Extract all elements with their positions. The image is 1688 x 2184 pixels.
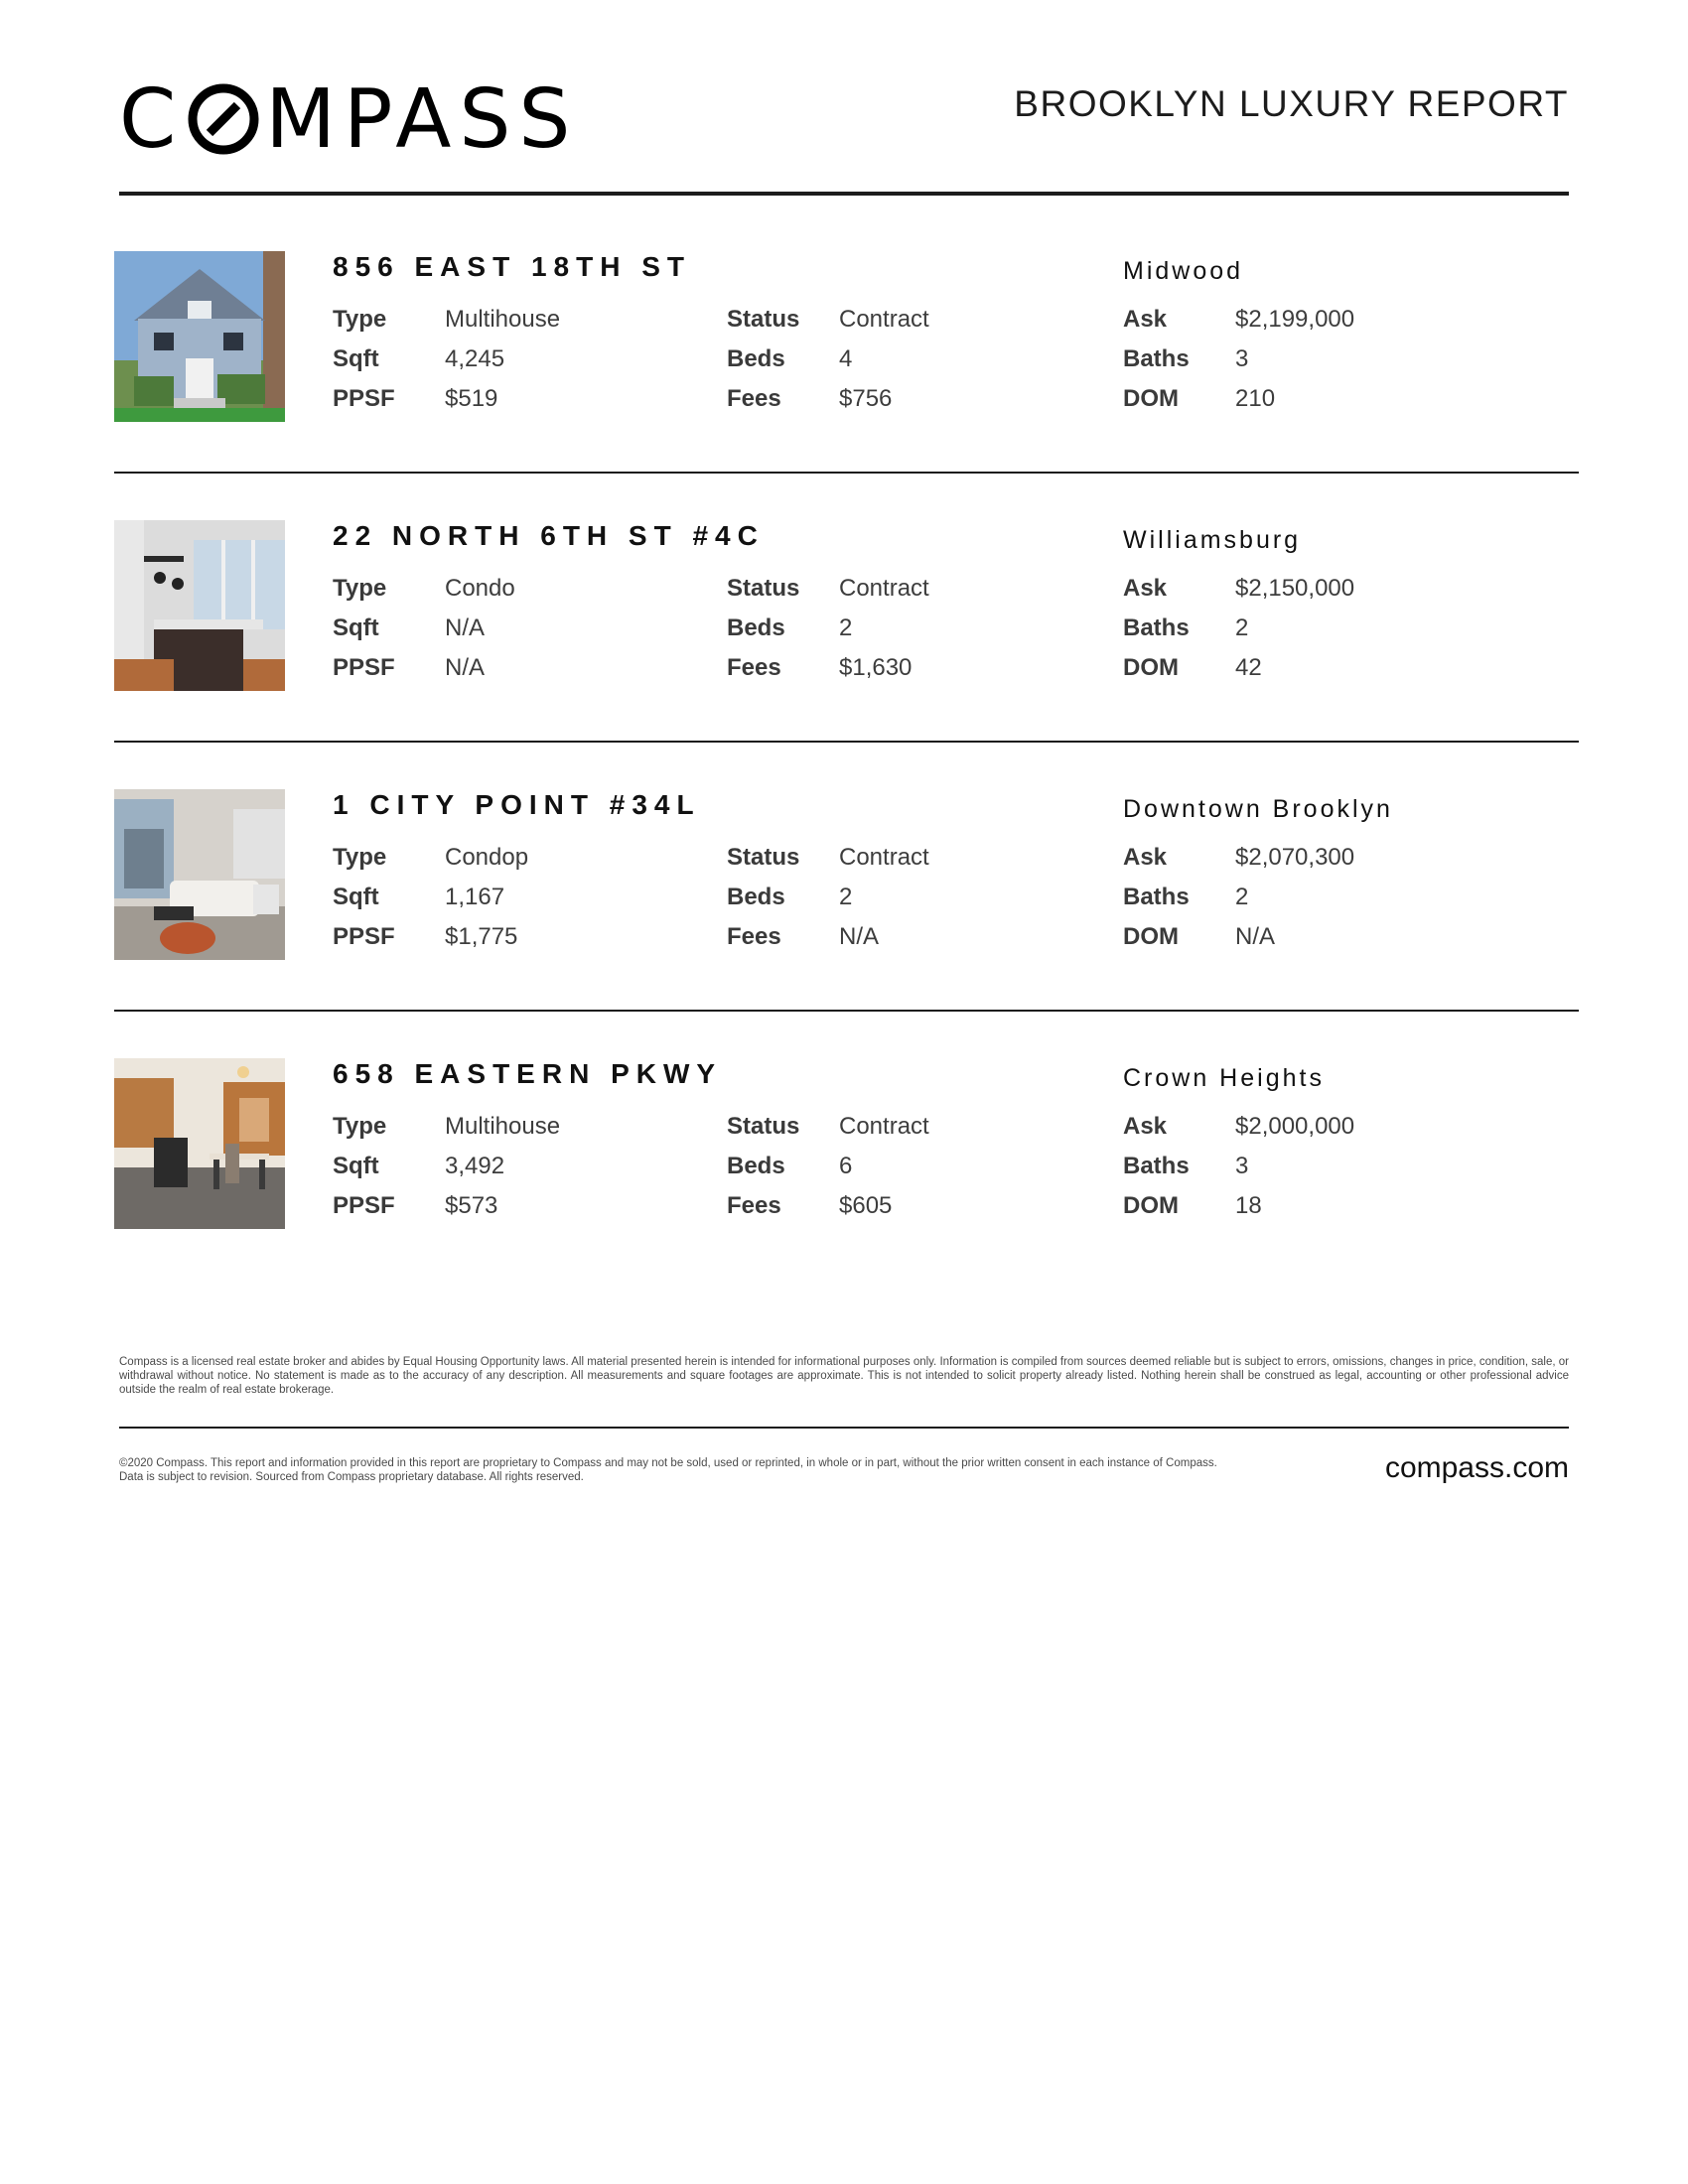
ask-label: Ask bbox=[1123, 844, 1168, 871]
baths-label: Baths bbox=[1123, 1153, 1190, 1179]
status-label: Status bbox=[727, 575, 800, 602]
listing-neighborhood: Midwood bbox=[1123, 257, 1244, 285]
ask-label: Ask bbox=[1123, 575, 1168, 602]
listing-photo[interactable] bbox=[114, 1058, 285, 1229]
baths-value: 3 bbox=[1235, 345, 1249, 372]
listing-address: 22 NORTH 6TH ST #4C bbox=[333, 520, 765, 551]
ppsf-value: $519 bbox=[445, 385, 498, 412]
beds-value: 2 bbox=[839, 614, 853, 641]
header-divider bbox=[119, 192, 1569, 196]
kitchen-dining-photo-icon bbox=[114, 1058, 285, 1229]
listing-divider bbox=[114, 472, 1579, 474]
dom-value: 18 bbox=[1235, 1192, 1262, 1219]
legal-disclaimer: Compass is a licensed real estate broker and abides by Equal Housing Opportunity laws. All material presented herein is intended for informational purposes only. Information is compiled from sources deemed reliable but is subject to errors, omissions, changes in price, condition, sale, or withdrawal without notice. No statement is made as to the accuracy of any description. All measurements and square footages are approximate. This is not intended to solicit property already listed. Nothing herein shall be construed as legal, accounting or other professional advice outside the realm of real estate brokerage. bbox=[119, 1356, 1569, 1396]
baths-value: 2 bbox=[1235, 884, 1249, 910]
status-label: Status bbox=[727, 306, 800, 333]
fees-value: $756 bbox=[839, 385, 893, 412]
logo-letters-mpass: MPASS bbox=[265, 71, 579, 167]
type-label: Type bbox=[333, 575, 387, 602]
baths-label: Baths bbox=[1123, 345, 1190, 372]
baths-label: Baths bbox=[1123, 614, 1190, 641]
ppsf-value: N/A bbox=[445, 654, 486, 681]
dom-label: DOM bbox=[1123, 654, 1179, 681]
listing-address: 658 EASTERN PKWY bbox=[333, 1058, 723, 1089]
type-label: Type bbox=[333, 1113, 387, 1140]
ppsf-label: PPSF bbox=[333, 654, 395, 681]
ppsf-label: PPSF bbox=[333, 923, 395, 950]
listing-photo[interactable] bbox=[114, 520, 285, 691]
type-value: Multihouse bbox=[445, 306, 561, 333]
house-exterior-photo-icon bbox=[114, 251, 285, 422]
beds-label: Beds bbox=[727, 884, 785, 910]
status-value: Contract bbox=[839, 306, 929, 333]
sqft-label: Sqft bbox=[333, 614, 379, 641]
ask-label: Ask bbox=[1123, 1113, 1168, 1140]
listing-neighborhood: Crown Heights bbox=[1123, 1064, 1325, 1092]
listing-photo[interactable] bbox=[114, 251, 285, 422]
beds-label: Beds bbox=[727, 1153, 785, 1179]
status-label: Status bbox=[727, 1113, 800, 1140]
listing-divider bbox=[114, 1010, 1579, 1012]
sqft-value: N/A bbox=[445, 614, 486, 641]
ask-value: $2,199,000 bbox=[1235, 306, 1355, 333]
listing-neighborhood: Downtown Brooklyn bbox=[1123, 795, 1393, 823]
logo-letter-c: C bbox=[119, 71, 185, 167]
ppsf-label: PPSF bbox=[333, 385, 395, 412]
dom-value: N/A bbox=[1235, 923, 1276, 950]
fees-label: Fees bbox=[727, 1192, 781, 1219]
listing-neighborhood: Williamsburg bbox=[1123, 526, 1302, 554]
ask-label: Ask bbox=[1123, 306, 1168, 333]
beds-label: Beds bbox=[727, 614, 785, 641]
copyright-notice: ©2020 Compass. This report and information provided in this report are proprietary to Compass and may not be sold, used or reprinted, in whole or in part, without the prior written consent in each instance of Compass. Data is subject to revision. Sourced from Compass proprietary database. All rights reserved. bbox=[119, 1457, 1217, 1483]
sqft-value: 1,167 bbox=[445, 884, 505, 910]
listing-divider bbox=[114, 741, 1579, 743]
dom-value: 210 bbox=[1235, 385, 1276, 412]
ppsf-label: PPSF bbox=[333, 1192, 395, 1219]
dom-label: DOM bbox=[1123, 923, 1179, 950]
type-value: Multihouse bbox=[445, 1113, 561, 1140]
listing-card bbox=[114, 1058, 1579, 1229]
status-value: Contract bbox=[839, 844, 929, 871]
sqft-label: Sqft bbox=[333, 345, 379, 372]
listing-card bbox=[114, 251, 1579, 422]
type-value: Condop bbox=[445, 844, 529, 871]
listing-address: 856 EAST 18TH ST bbox=[333, 251, 691, 282]
baths-value: 3 bbox=[1235, 1153, 1249, 1179]
page-header bbox=[119, 69, 1569, 169]
listing-card bbox=[114, 520, 1579, 691]
status-label: Status bbox=[727, 844, 800, 871]
sqft-label: Sqft bbox=[333, 884, 379, 910]
baths-value: 2 bbox=[1235, 614, 1249, 641]
status-value: Contract bbox=[839, 575, 929, 602]
dom-label: DOM bbox=[1123, 385, 1179, 412]
report-title: BROOKLYN LUXURY REPORT bbox=[1014, 83, 1569, 124]
listing-card bbox=[114, 789, 1579, 960]
fees-label: Fees bbox=[727, 654, 781, 681]
fees-value: $1,630 bbox=[839, 654, 913, 681]
footer-divider bbox=[119, 1427, 1569, 1429]
beds-value: 6 bbox=[839, 1153, 853, 1179]
listing-photo[interactable] bbox=[114, 789, 285, 960]
dom-value: 42 bbox=[1235, 654, 1262, 681]
dom-label: DOM bbox=[1123, 1192, 1179, 1219]
compass-logo[interactable] bbox=[119, 69, 578, 169]
type-value: Condo bbox=[445, 575, 515, 602]
type-label: Type bbox=[333, 844, 387, 871]
sqft-value: 4,245 bbox=[445, 345, 505, 372]
fees-value: N/A bbox=[839, 923, 880, 950]
listing-address: 1 CITY POINT #34L bbox=[333, 789, 701, 820]
sqft-label: Sqft bbox=[333, 1153, 379, 1179]
living-room-photo-icon bbox=[114, 789, 285, 960]
beds-label: Beds bbox=[727, 345, 785, 372]
compass-website-link[interactable]: compass.com bbox=[1384, 1451, 1569, 1484]
compass-o-icon bbox=[188, 83, 259, 155]
fees-label: Fees bbox=[727, 385, 781, 412]
status-value: Contract bbox=[839, 1113, 929, 1140]
baths-label: Baths bbox=[1123, 884, 1190, 910]
kitchen-interior-photo-icon bbox=[114, 520, 285, 691]
type-label: Type bbox=[333, 306, 387, 333]
ppsf-value: $573 bbox=[445, 1192, 498, 1219]
ask-value: $2,070,300 bbox=[1235, 844, 1355, 871]
fees-value: $605 bbox=[839, 1192, 893, 1219]
beds-value: 4 bbox=[839, 345, 853, 372]
ppsf-value: $1,775 bbox=[445, 923, 518, 950]
ask-value: $2,150,000 bbox=[1235, 575, 1355, 602]
ask-value: $2,000,000 bbox=[1235, 1113, 1355, 1140]
beds-value: 2 bbox=[839, 884, 853, 910]
sqft-value: 3,492 bbox=[445, 1153, 505, 1179]
fees-label: Fees bbox=[727, 923, 781, 950]
